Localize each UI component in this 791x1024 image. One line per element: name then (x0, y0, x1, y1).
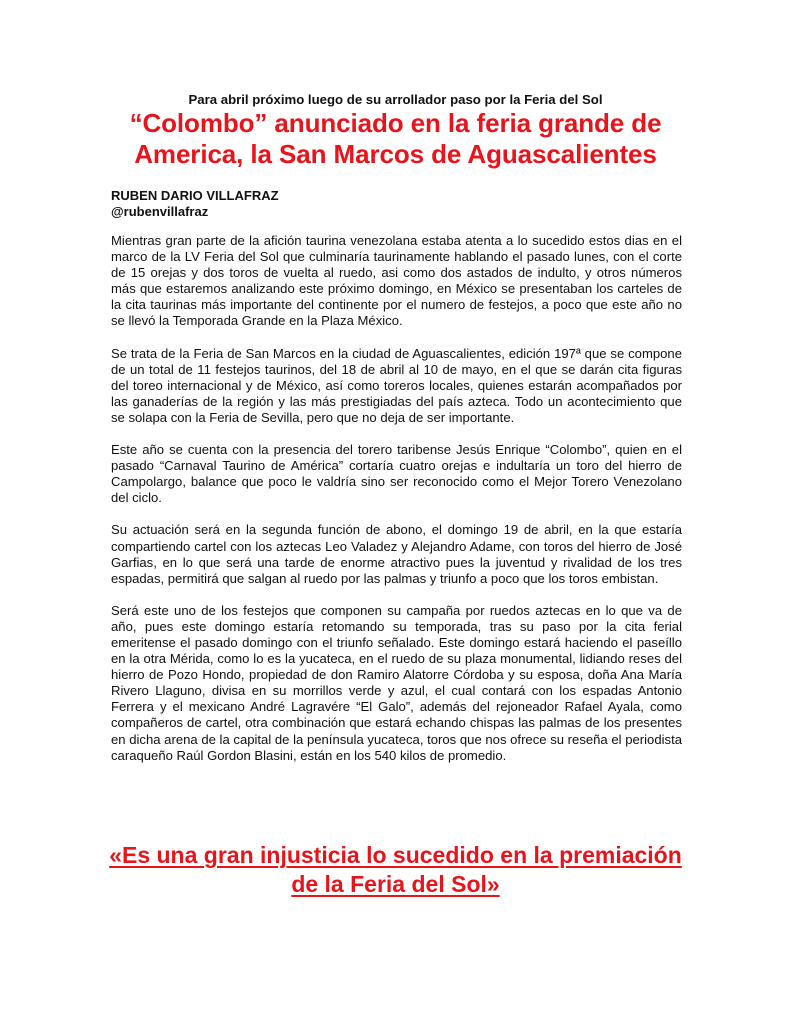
related-article-link[interactable]: «Es una gran injusticia lo sucedido en la premiación de la Feria del Sol» (109, 842, 682, 897)
body-paragraph: Este año se cuenta con la presencia del torero taribense Jesús Enrique “Colombo”, quien en el pasado “Carnaval Taurino de América” cortaría cuatro orejas e indultaría un toro del hierro de Campolargo, balance que poco le valdría sino ser reconocido como el Mejor Torero Venezolano del ciclo. (111, 442, 682, 506)
body-paragraph: Será este uno de los festejos que componen su campaña por ruedos aztecas en lo que va de año, pues este domingo estaría retomando su temporada, tras su paso por la cita ferial emeritense el pasado domingo con el triunfo señalado. Este domingo estará haciendo el paseíllo en la otra Mérida, como lo es la yucateca, en el ruedo de su plaza monumental, lidiando reses del hierro de Pozo Hondo, propiedad de don Ramiro Alatorre Córdoba y su esposa, doña Ana María Rivero Llaguno, divisa en su morrillos verde y azul, el cual contará con los espadas Antonio Ferrera y el mexicano André Lagravére “El Galo”, además del rejoneador Rafael Ayala, como compañeros de cartel, otra combinación que estará echando chispas las palmas de los presentes en dicha arena de la capital de la península yucateca, toros que nos ofrece su reseña el periodista caraqueño Raúl Gordon Blasini, están en los 540 kilos de promedio. (111, 602, 682, 763)
author-handle: @rubenvillafraz (111, 204, 209, 219)
article-kicker: Para abril próximo luego de su arrollador paso por la Feria del Sol (188, 92, 603, 107)
body-paragraph: Su actuación será en la segunda función de abono, el domingo 19 de abril, en la que estaría compartiendo cartel con los aztecas Leo Valadez y Alejandro Adame, con toros del hierro de José Garfias, en lo que será una tarde de enorme atractivo pues la juventud y rivalidad de los tres espadas, permitirá que salgan al ruedo por las palmas y triunfo a poco que los toros embistan. (111, 522, 682, 586)
article-body (111, 233, 682, 780)
body-paragraph: Mientras gran parte de la afición taurina venezolana estaba atenta a lo sucedido estos dias en el marco de la LV Feria del Sol que culminaría taurinamente hablando el pasado lunes, con el corte de 15 orejas y dos toros de vuelta al ruedo, asi como dos astados de indulto, y otros números más que estaremos analizando este próximo domingo, en México se presentaban los carteles de la cita taurinas más importante del continente por el numero de festejos, a poco que este año no se llevó la Temporada Grande en la Plaza México. (111, 233, 682, 329)
author-name: RUBEN DARIO VILLAFRAZ (111, 188, 279, 203)
body-paragraph: Se trata de la Feria de San Marcos en la ciudad de Aguascalientes, edición 197ª que se compone de un total de 11 festejos taurinos, del 18 de abril al 10 de mayo, en el que se darán cita figuras del toreo internacional y de México, así como toreros locales, quienes estarán acompañados por las ganaderías de la región y las más prestigiadas del país azteca. Todo un acontecimiento que se solapa con la Feria de Sevilla, pero que no deja de ser importante. (111, 345, 682, 425)
article-headline: “Colombo” anunciado en la feria grande de America, la San Marcos de Aguascalientes (129, 108, 662, 169)
author-block (111, 188, 279, 220)
